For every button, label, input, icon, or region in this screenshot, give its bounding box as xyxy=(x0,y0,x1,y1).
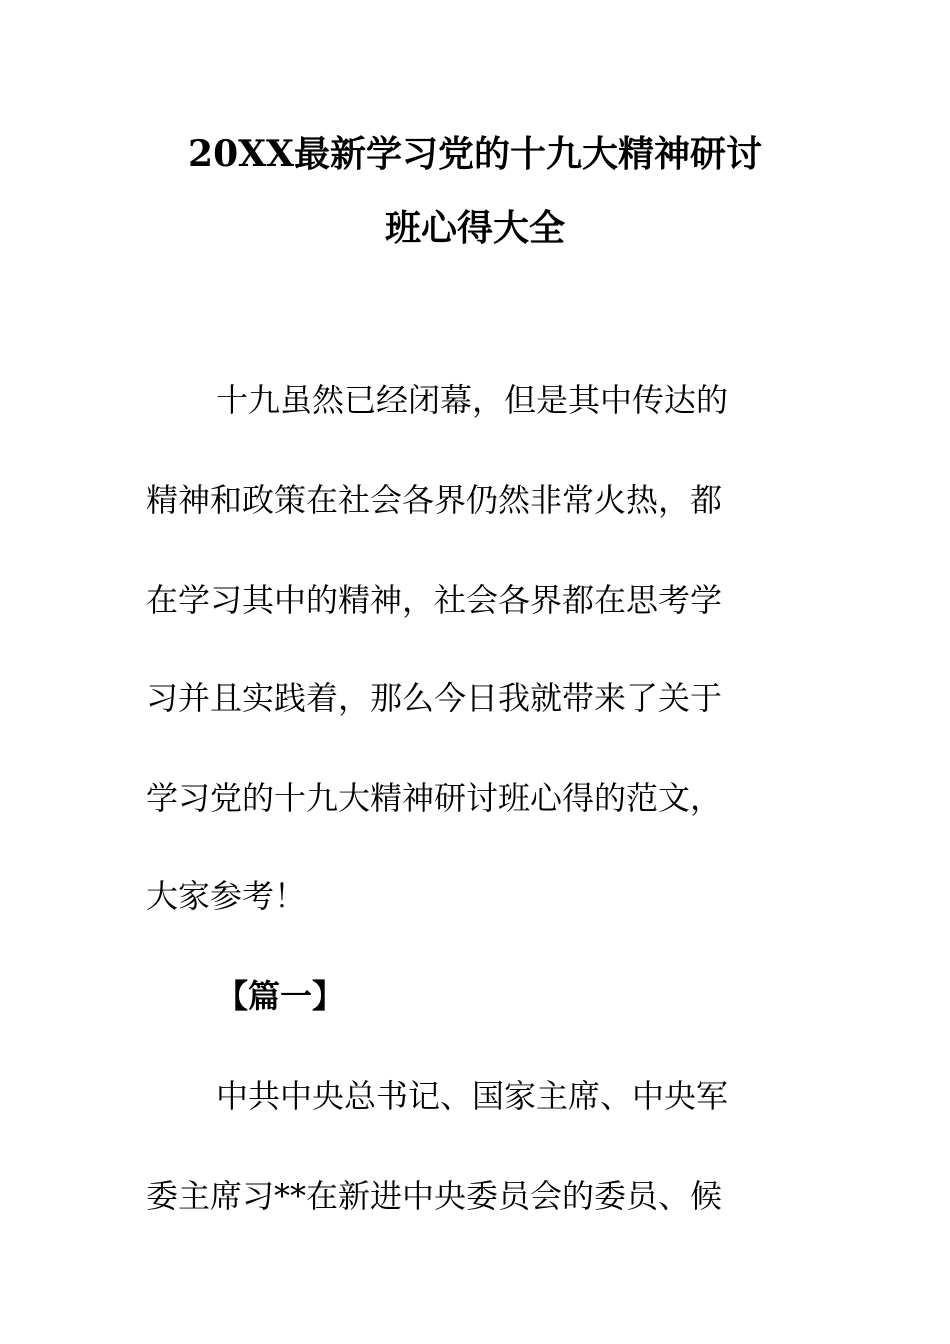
paragraph-line: 大家参考！ xyxy=(146,877,307,915)
paragraph-line: 中共中央总书记、国家主席、中央军 xyxy=(216,1077,729,1115)
paragraph-line: 委主席习**在新进中央委员会的委员、候 xyxy=(146,1177,723,1215)
document-title-line-2: 班心得大全 xyxy=(384,207,565,249)
section-heading: 【篇一】 xyxy=(216,977,345,1015)
paragraph-line: 精神和政策在社会各界仍然非常火热，都 xyxy=(146,481,723,519)
document-title-line-1: 20XX最新学习党的十九大精神研讨 xyxy=(188,133,762,175)
paragraph-line: 十九虽然已经闭幕，但是其中传达的 xyxy=(216,381,729,419)
paragraph-line: 学习党的十九大精神研讨班心得的范文， xyxy=(146,779,723,817)
paragraph-line: 习并且实践着，那么今日我就带来了关于 xyxy=(146,679,723,717)
paragraph-line: 在学习其中的精神，社会各界都在思考学 xyxy=(146,581,723,619)
